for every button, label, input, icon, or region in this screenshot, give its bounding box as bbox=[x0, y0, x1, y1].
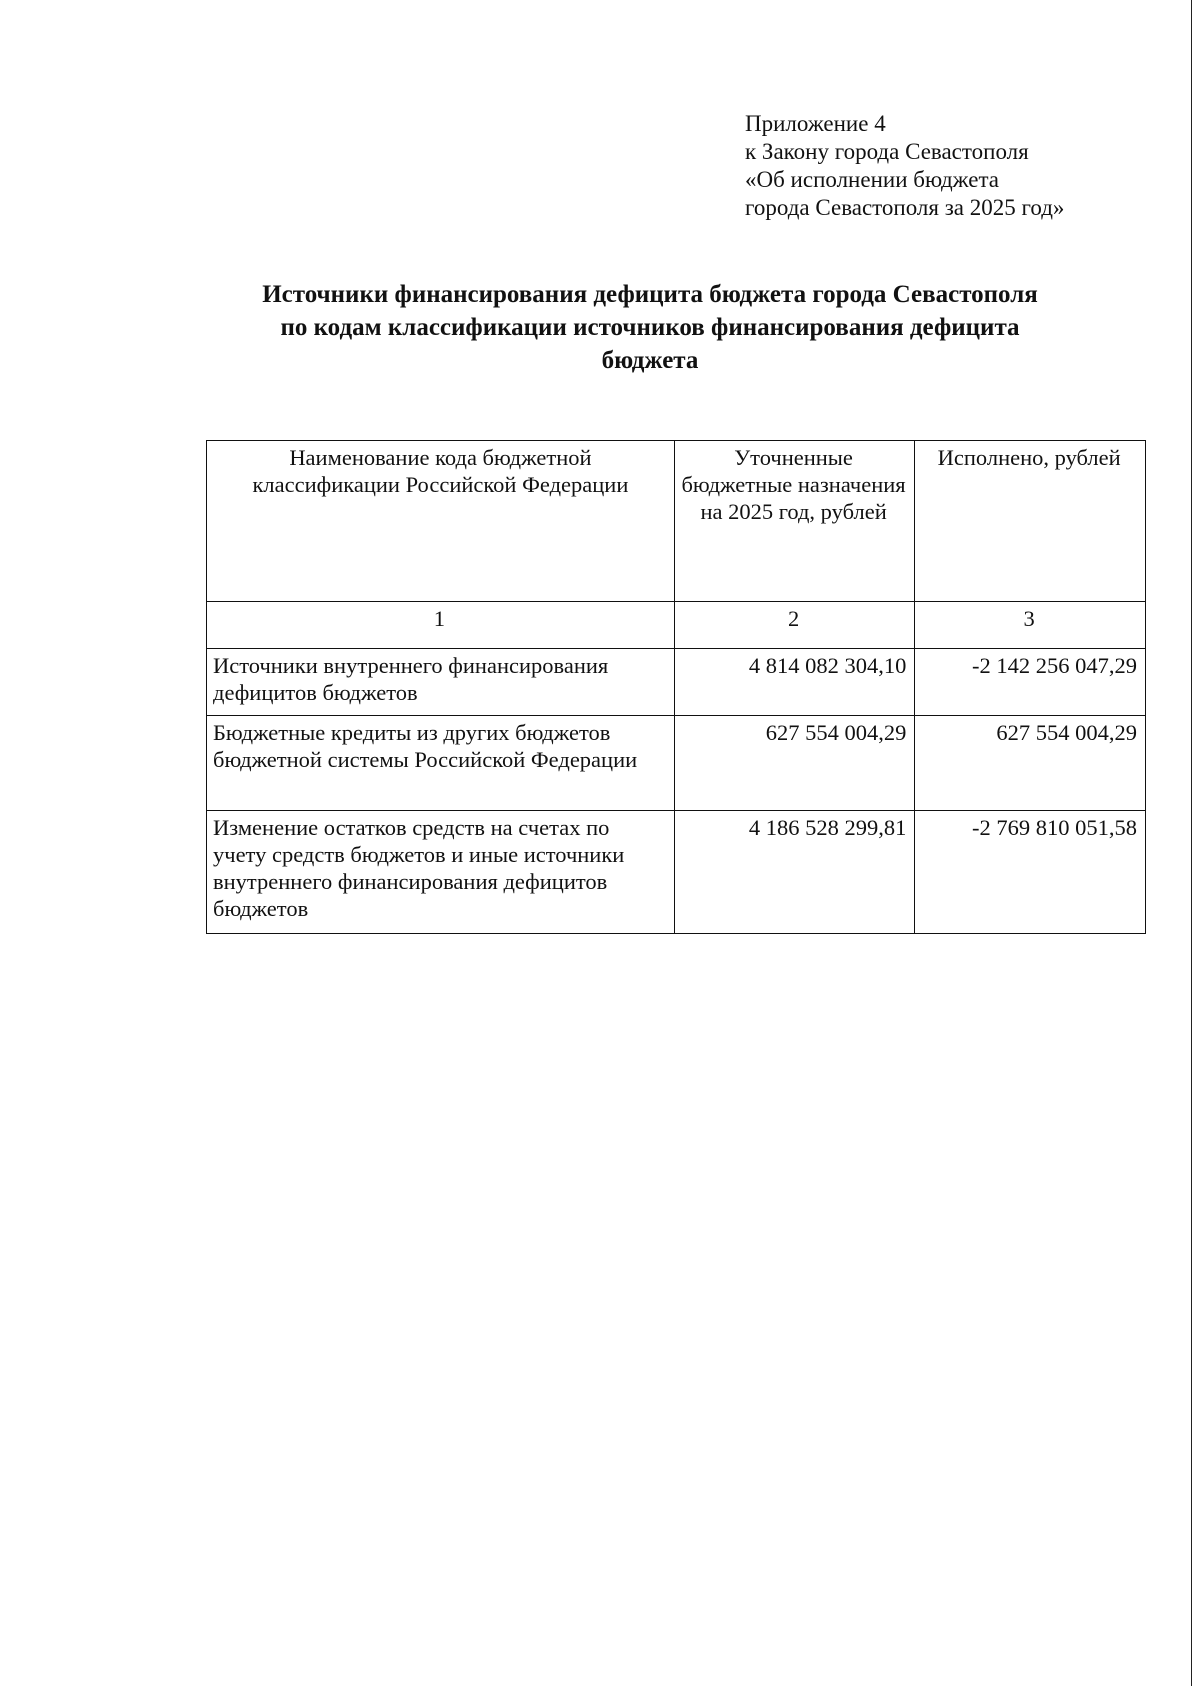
table-row bbox=[207, 811, 1146, 934]
title-line: Источники финансирования дефицита бюджета города Севастополя bbox=[262, 281, 1038, 308]
appendix-note bbox=[745, 110, 1064, 222]
row-name: Источники внутреннего финансирования дефицитов бюджетов bbox=[207, 649, 675, 716]
document-title bbox=[200, 278, 1100, 377]
column-number: 3 bbox=[915, 602, 1146, 649]
table-header-row bbox=[207, 441, 1146, 602]
title-line: бюджета bbox=[601, 347, 699, 374]
appendix-line: Приложение 4 bbox=[745, 111, 886, 136]
page-edge-line bbox=[1191, 0, 1192, 1686]
table-row bbox=[207, 649, 1146, 716]
row-name: Изменение остатков средств на счетах по учету средств бюджетов и иные источники внутреннего финансирования дефицитов бюджетов bbox=[207, 811, 675, 934]
row-name: Бюджетные кредиты из других бюджетов бюджетной системы Российской Федерации bbox=[207, 716, 675, 811]
financing-sources-table bbox=[206, 440, 1146, 934]
header-name: Наименование кода бюджетной классификации Российской Федерации bbox=[207, 441, 675, 602]
header-plan: Уточненные бюджетные назначения на 2025 год, рублей bbox=[674, 441, 914, 602]
column-number: 1 bbox=[207, 602, 675, 649]
appendix-line: к Закону города Севастополя bbox=[745, 139, 1029, 164]
row-plan: 4 186 528 299,81 bbox=[674, 811, 914, 934]
row-exec: 627 554 004,29 bbox=[915, 716, 1146, 811]
column-number: 2 bbox=[674, 602, 914, 649]
row-exec: -2 142 256 047,29 bbox=[915, 649, 1146, 716]
row-exec: -2 769 810 051,58 bbox=[915, 811, 1146, 934]
row-plan: 4 814 082 304,10 bbox=[674, 649, 914, 716]
appendix-line: «Об исполнении бюджета bbox=[745, 167, 1000, 192]
column-number-row bbox=[207, 602, 1146, 649]
row-plan: 627 554 004,29 bbox=[674, 716, 914, 811]
header-exec: Исполнено, рублей bbox=[915, 441, 1146, 602]
table-row bbox=[207, 716, 1146, 811]
appendix-line: города Севастополя за 2025 год» bbox=[745, 195, 1065, 220]
title-line: по кодам классификации источников финансирования дефицита bbox=[280, 314, 1020, 341]
